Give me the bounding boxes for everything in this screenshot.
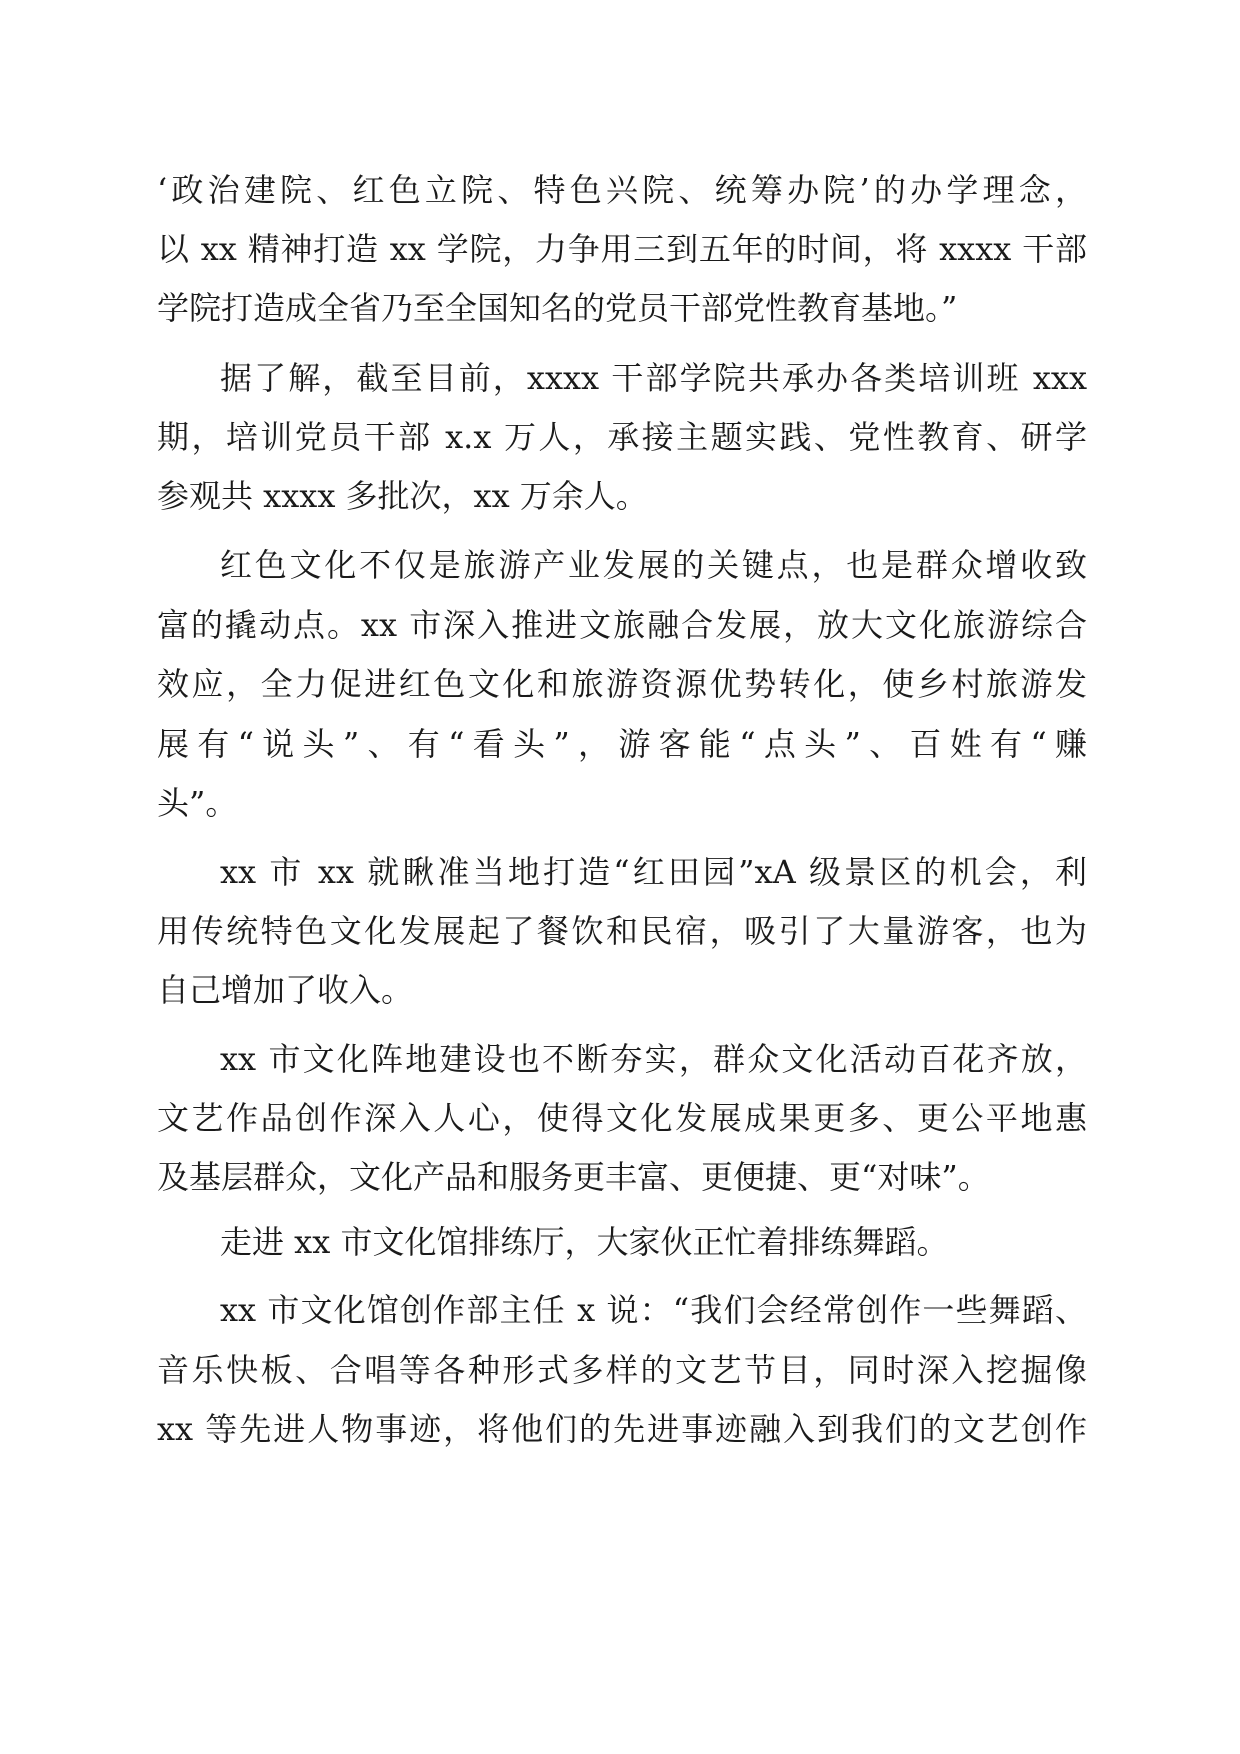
text-line: 头”。 bbox=[157, 784, 238, 822]
text-line: xx 市文化阵地建设也不断夯实，群众文化活动百花齐放， bbox=[220, 1040, 1087, 1078]
text-line: xx 等先进人物事迹，将他们的先进事迹融入到我们的文艺创作 bbox=[157, 1410, 1087, 1448]
text-line: 据了解，截至目前，xxxx 干部学院共承办各类培训班 xxx bbox=[220, 359, 1087, 397]
text-line: 展有“说头”、有“看头”，游客能“点头”、百姓有“赚 bbox=[157, 725, 1087, 763]
text-line: 学院打造成全省乃至全国知名的党员干部党性教育基地。” bbox=[157, 289, 958, 327]
text-line: 参观共 xxxx 多批次，xx 万余人。 bbox=[157, 477, 648, 515]
text-line: ‘政治建院、红色立院、特色兴院、统筹办院’的办学理念， bbox=[157, 171, 1087, 209]
text-line: xx 市文化馆创作部主任 x 说：“我们会经常创作一些舞蹈、 bbox=[220, 1291, 1087, 1329]
text-line: 富的撬动点。xx 市深入推进文旅融合发展，放大文化旅游综合 bbox=[157, 606, 1087, 644]
text-line: xx 市 xx 就瞅准当地打造“红田园”xA 级景区的机会，利 bbox=[220, 853, 1087, 891]
text-line: 音乐快板、合唱等各种形式多样的文艺节目，同时深入挖掘像 bbox=[157, 1351, 1087, 1389]
text-line: 走进 xx 市文化馆排练厅，大家伙正忙着排练舞蹈。 bbox=[220, 1223, 949, 1261]
text-line: 用传统特色文化发展起了餐饮和民宿，吸引了大量游客，也为 bbox=[157, 912, 1087, 950]
text-line: 文艺作品创作深入人心，使得文化发展成果更多、更公平地惠 bbox=[157, 1099, 1087, 1137]
text-line: 自己增加了收入。 bbox=[157, 971, 414, 1009]
text-line: 以 xx 精神打造 xx 学院，力争用三到五年的时间，将 xxxx 干部 bbox=[157, 230, 1087, 268]
text-line: 期，培训党员干部 x.x 万人，承接主题实践、党性教育、研学 bbox=[157, 418, 1087, 456]
text-line: 效应，全力促进红色文化和旅游资源优势转化，使乡村旅游发 bbox=[157, 665, 1087, 703]
text-line: 红色文化不仅是旅游产业发展的关键点，也是群众增收致 bbox=[220, 546, 1087, 584]
text-line: 及基层群众，文化产品和服务更丰富、更便捷、更“对味”。 bbox=[157, 1158, 990, 1196]
